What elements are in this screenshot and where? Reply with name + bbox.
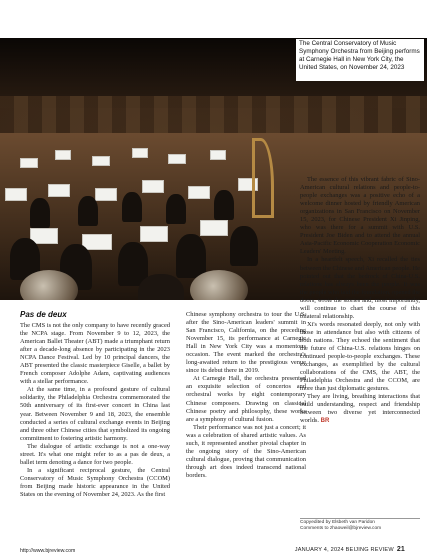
paragraph (300, 393, 420, 425)
paragraph: Their performance was not just a concert; it was a celebration of shared artistic values. As such, it represented another pivotal chapter in the ongoing story of the Sino-American cultural dialogue, proving that communication through art does indeed transcend national borders. (186, 423, 306, 479)
music-stand (55, 150, 71, 160)
musician (214, 190, 234, 220)
paragraph: At Carnegie Hall, the orchestra presented an exquisite selection of concertos and orchestral works by eight contemporary Chinese composers. Drawing on classical Chinese poetry and philosophy, these works are a symphony of cultural fusion. (186, 375, 306, 423)
credit-block (300, 518, 420, 532)
comments-contact: Comments to zhaoweil@bjreview.com (300, 526, 382, 531)
paragraph-text: They are living, breathing interactions that build understanding, respect and friendship between two diverse yet interconnected worlds. (300, 393, 420, 425)
music-stand (140, 226, 168, 242)
musician (230, 226, 258, 266)
conductor (138, 274, 184, 300)
music-stand (95, 188, 117, 201)
photo-caption: The Central Conservatory of Music Symphony Orchestra from Beijing performs at Carnegie Hall in New York City, the United States, on November 24, 2023 (296, 39, 424, 81)
footer-url[interactable]: http://www.bjreview.com (20, 548, 76, 554)
musician (78, 196, 98, 226)
paragraph: Xi's words resonated deeply, not only with those in attendance but also with citizens of both nations. They echoed the sentiment that the future of China-U.S. relations hinges on continued people-to-people exchanges. These exchanges, as exemplified by the cultural collaborations of the CMS, the ABT, the Philadelphia Orchestra and the CCOM, are more than just diplomatic gestures. (300, 320, 420, 393)
music-stand (132, 148, 148, 158)
paragraph: The essence of this vibrant fabric of Sino-American cultural relations and people-to-people exchanges was a positive echo of a welcome dinner hosted by friendly American organizations in San Francisco on November 15, 2023, for Chinese President Xi Jinping, who was there for a summit with U.S. President Joe Biden and to attend the annual Asia-Pacific Economic Cooperation Economic Leaders' Meeting. (300, 176, 420, 256)
right-column (300, 176, 420, 425)
paragraph: The CMS is not the only company to have recently graced the NCPA stage. From November 9 to 12, 2023, the American Ballet Theater (ABT) made a triumphant return after a decade-long absence by participating in the 2023 NCPA Dance Festival. Led by 10 principal dancers, the ABT presented the classic masterpiece Giselle, a ballet by French composer Adolphe Adam, captivating audiences with a stellar performance. (20, 322, 170, 386)
middle-column (186, 311, 306, 480)
musician (176, 234, 206, 278)
page-number: 21 (396, 546, 405, 553)
section-heading: Pas de deux (20, 310, 67, 319)
musician (166, 194, 186, 224)
paragraph: At the same time, in a profound gesture of cultural solidarity, the Philadelphia Orchestra commemorated the 50th anniversary of its first-ever concert in China last year. Between November 9 and 18, 2023, the ensemble conducted a series of cultural exchange events in Beijing and three other Chinese cities that symbolized its ongoing commitment to fostering artistic harmony. (20, 386, 170, 442)
music-stand (92, 156, 110, 166)
footer-issue (295, 546, 405, 553)
music-stand (48, 184, 70, 197)
musician (122, 192, 142, 222)
paragraph: In a heartfelt speech, Xi recalled the ties between the Chinese and American people. He pointed out that the bedrock of China-U.S. relations has always been the people. It was the people who laid the foundation, opened the doors, wrote the stories and, most importantly, will continue to chart the course of this bilateral relationship. (300, 256, 420, 320)
music-stand (210, 150, 226, 160)
music-stand (20, 158, 38, 168)
music-stand (5, 188, 27, 201)
issue-date: JANUARY 4, 2024 BEIJING REVIEW (294, 547, 394, 553)
music-stand (188, 186, 210, 199)
left-column (20, 322, 170, 499)
musician (30, 198, 50, 228)
copyeditor-credit: Copyedited by Elsbeth van Paridon (300, 520, 375, 525)
music-stand (142, 180, 164, 193)
music-stand (168, 154, 186, 164)
paragraph: In a significant reciprocal gesture, the Central Conservatory of Music Symphony Orchestra (CCOM) from Beijing made historic appearance in the United States on the evening of November 24, 2023. As the first (20, 466, 170, 498)
end-mark: BR (320, 418, 330, 425)
paragraph: The dialogue of artistic exchange is not a one-way street. It's what one might refer to as a pas de deux, a ballet term denoting a dance for two people. (20, 442, 170, 466)
music-stand (200, 220, 228, 236)
paragraph: Chinese symphony orchestra to tour the U.S. after the Sino-American leaders' summit in San Francisco, California, on the preceding November 15, its performance at Carnegie Hall in New York City was a momentous occasion. The event marked the orchestra's long-awaited return to the prestigious venue since its debut there in 2019. (186, 311, 306, 375)
